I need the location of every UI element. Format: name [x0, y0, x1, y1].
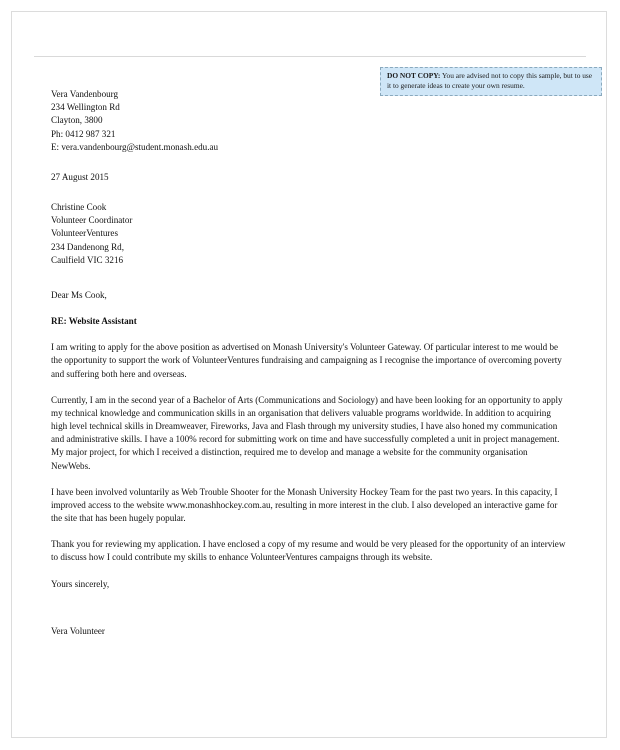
- sender-phone: Ph: 0412 987 321: [51, 128, 116, 139]
- recipient-street: 234 Dandenong Rd,: [51, 241, 124, 252]
- spacer-before-signoff: [51, 565, 566, 578]
- letter-body: [51, 88, 566, 638]
- sender-name: Vera Vandenbourg: [51, 89, 119, 99]
- recipient-title: Volunteer Coordinator: [51, 215, 133, 226]
- sender-email: E: vera.vandenbourg@student.monash.edu.au: [51, 141, 219, 152]
- recipient-suburb: Caulfield VIC 3216: [51, 254, 124, 265]
- spacer-after-date: [51, 184, 566, 201]
- body-paragraph: Thank you for reviewing my application. I have enclosed a copy of my resume and would be very pleased for the opportunity of an interview to discuss how I could contribute my skills to enhance VolunteerVentures campaigns through its website.: [51, 539, 566, 563]
- recipient-address-block: [51, 201, 566, 267]
- header-divider: [34, 56, 586, 57]
- sender-address-block: [51, 88, 566, 154]
- body-paragraph: I have been involved voluntarily as Web Trouble Shooter for the Monash University Hockey Team for the past two years. In this capacity, I improved access to the website www.monashhockey.com.au, resulting in more interest in the club. I also developed an interactive game for the site that has been hugely popular.: [51, 486, 558, 524]
- spacer-after-recipient: [51, 267, 566, 289]
- signature-name: Vera Volunteer: [51, 625, 105, 636]
- signoff: Yours sincerely,: [51, 578, 110, 589]
- document-page: [11, 11, 607, 738]
- body-paragraph: Currently, I am in the second year of a Bachelor of Arts (Communications and Sociology) and have been looking for an opportunity to apply my technical knowledge and communication skills in an organisation that delivers valuable programs worldwide. In addition to acquiring high level technical skills in Dreamweaver, Fireworks, Java and Flash through my university studies, I have also honed my communication and administrative skills. I have a 100% record for submitting work on time and have successfully completed a unit in project management. My major project, for which I received a distinction, required me to develop and manage a website for the community organisation NewWebs.: [51, 394, 563, 471]
- subject-line: RE: Website Assistant: [51, 316, 137, 327]
- body-paragraph: I am writing to apply for the above position as advertised on Monash University's Volunteer Gateway. Of particular interest to me would be the opportunity to support the work of VolunteerVentures fundraising and campaigning as I recognise the importance of overcoming poverty and suffering both here and overseas.: [51, 342, 562, 379]
- notice-separator: :: [437, 71, 441, 80]
- notice-text: You are advised not to copy this sample, but to use it to generate ideas to create your own resume.: [387, 71, 593, 91]
- notice-label: DO NOT COPY: [387, 71, 438, 80]
- spacer-after-sender: [51, 154, 566, 171]
- recipient-organisation: VolunteerVentures: [51, 228, 119, 239]
- signature-space: [51, 591, 566, 625]
- spacer-after-subject: [51, 328, 566, 341]
- salutation: Dear Ms Cook,: [51, 289, 107, 300]
- spacer-after-salutation: [51, 302, 566, 315]
- sender-suburb: Clayton, 3800: [51, 115, 103, 126]
- letter-date: 27 August 2015: [51, 171, 109, 182]
- sender-street: 234 Wellington Rd: [51, 102, 120, 113]
- recipient-name: Christine Cook: [51, 202, 107, 213]
